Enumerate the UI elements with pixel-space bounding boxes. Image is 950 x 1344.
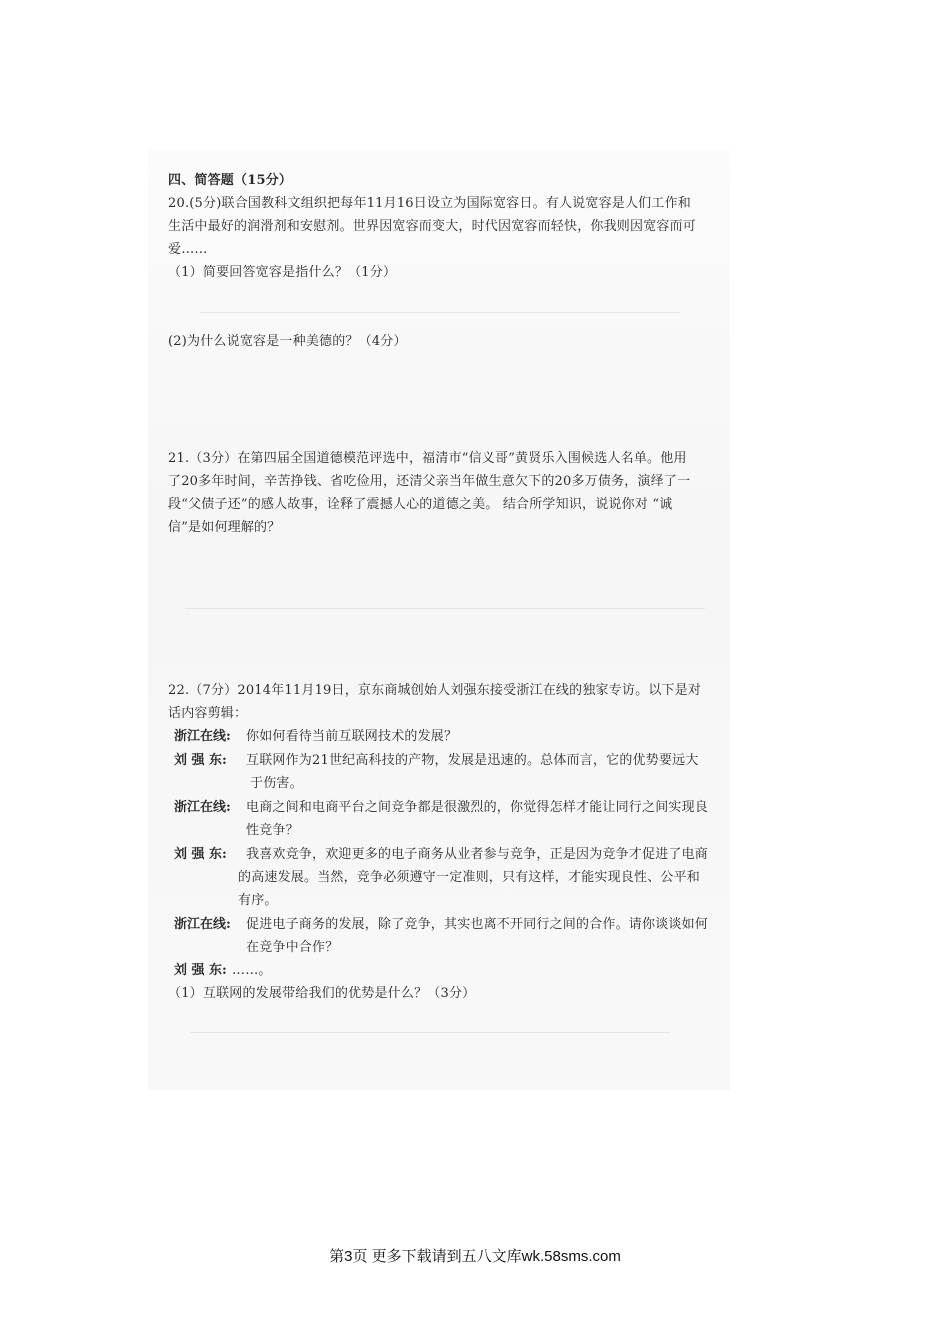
dialog-speaker: 刘 强 东:	[174, 753, 227, 768]
scan-noise	[190, 1032, 670, 1033]
q20-sub-question-1: （1）简要回答宽容是指什么？（1分）	[168, 265, 397, 280]
dialog-text: 电商之间和电商平台之间竞争都是很激烈的，你觉得怎样才能让同行之间实现良	[246, 800, 709, 815]
q21-text: 信”是如何理解的？	[168, 520, 281, 535]
q22-text: 22.（7分）2014年11月19日，京东商城创始人刘强东接受浙江在线的独家专访。以下是对	[168, 683, 702, 698]
page-footer: 第3页 更多下载请到五八文库wk.58sms.com	[329, 1248, 621, 1265]
dialog-speaker: 浙江在线:	[174, 729, 231, 744]
dialog-text: 于伤害。	[250, 776, 303, 791]
q21-text: 了20多年时间，辛苦挣钱、省吃俭用，还清父亲当年做生意欠下的20多万债务，演绎了一	[168, 474, 691, 489]
dialog-text: 我喜欢竞争，欢迎更多的电子商务从业者参与竞争，正是因为竞争才促进了电商	[246, 847, 709, 862]
dialog-text: 在竞争中合作？	[246, 940, 339, 955]
q21-text: 段“父债子还”的感人故事，诠释了震撼人心的道德之美。 结合所学知识，说说你对 “诚	[168, 497, 673, 512]
scanned-page-area	[148, 150, 730, 1090]
q20-text: 20.(5分)联合国教科文组织把每年11月16日设立为国际宽容日。有人说宽容是人们工作和	[168, 196, 691, 211]
dialog-speaker: 浙江在线:	[174, 917, 231, 932]
scan-noise	[200, 312, 680, 313]
q21-text: 21.（3分）在第四届全国道德模范评选中，福清市“信义哥”黄贤乐入围候选人名单。他用	[168, 451, 687, 466]
q20-sub-question-2: (2)为什么说宽容是一种美德的？（4分）	[168, 334, 407, 349]
dialog-speaker: 浙江在线:	[174, 800, 231, 815]
dialog-text: 促进电子商务的发展，除了竞争，其实也离不开同行之间的合作。请你谈谈如何	[246, 917, 709, 932]
dialog-speaker: 刘 强 东:	[174, 847, 227, 862]
dialog-text: 你如何看待当前互联网技术的发展？	[246, 729, 458, 744]
q20-text: 生活中最好的润滑剂和安慰剂。世界因宽容而变大，时代因宽容而轻快，你我则因宽容而可	[168, 219, 697, 234]
scan-noise	[185, 608, 705, 609]
dialog-speaker: 刘 强 东:	[174, 963, 227, 978]
dialog-text: 有序。	[238, 893, 278, 908]
q22-sub-question-1: （1）互联网的发展带给我们的优势是什么？（3分）	[168, 986, 476, 1001]
q20-text: 爱……	[168, 242, 208, 257]
section-heading: 四、简答题（15分）	[168, 173, 293, 188]
q22-text: 话内容剪辑：	[168, 706, 248, 721]
dialog-text: 性竞争？	[246, 823, 299, 838]
dialog-text: ……。	[232, 963, 272, 978]
dialog-text: 互联网作为21世纪高科技的产物，发展是迅速的。总体而言，它的优势要远大	[246, 753, 699, 768]
dialog-text: 的高速发展。当然，竞争必须遵守一定准则，只有这样，才能实现良性、公平和	[238, 870, 701, 885]
